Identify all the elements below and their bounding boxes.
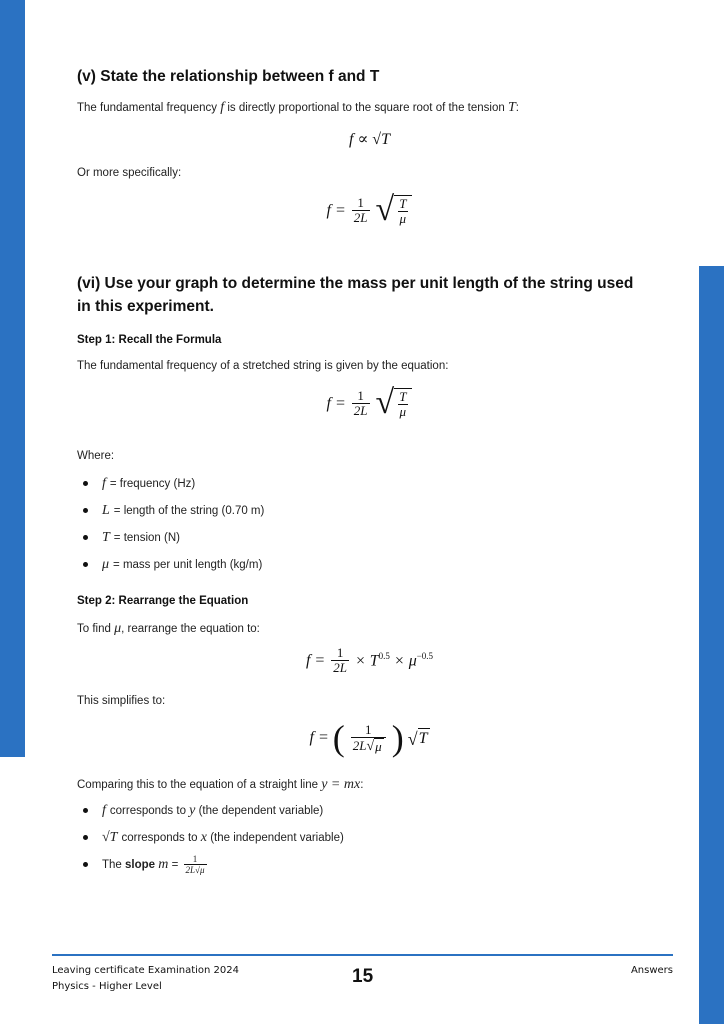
equation-simplified: f = ( 1 2L √ μ ) √ T	[309, 718, 428, 758]
right-accent-bar	[699, 266, 724, 1024]
footer-exam-title: Leaving certificate Examination 2024	[52, 965, 240, 976]
list-item: √T corresponds to x (the independent variable)	[77, 824, 344, 851]
equation-proportional: f ∝ √T	[349, 131, 390, 148]
list-item: The slope m = $\frac{1}{2L√\mu}$	[77, 851, 344, 878]
step1-heading: Step 1: Recall the Formula	[77, 334, 222, 346]
section-v-more-text: Or more specifically:	[77, 167, 182, 179]
equation-frequency-1: f = $\frac{1}{2L}$ √ $\frac{T}{\mu}$	[77, 195, 662, 226]
equation-frequency-2: f = $\frac{1}{2L}$ √ $\frac{T}{\mu}$	[77, 388, 662, 419]
list-item: μ = mass per unit length (kg/m)	[77, 551, 264, 578]
simplifies-text: This simplifies to:	[77, 695, 166, 707]
list-item: f = frequency (Hz)	[77, 470, 264, 497]
step2-text: To find μ, rearrange the equation to:	[77, 621, 260, 636]
mapping-list	[77, 797, 344, 878]
section-v-heading: (v) State the relationship between f and T	[77, 68, 380, 85]
list-item: T = tension (N)	[77, 524, 264, 551]
section-v-line1: The fundamental frequency f is directly proportional to the square root of the tension T:	[77, 100, 519, 115]
step2-heading: Step 2: Rearrange the Equation	[77, 595, 249, 607]
section-vi-heading: (vi) Use your graph to determine the mass per unit length of the string used in this experiment.	[77, 275, 634, 315]
equation-rearranged: f = $\frac{1}{2L}$ × $T^{0.5}$ × $\mu^{-0.5}$	[305, 645, 434, 675]
compare-text: Comparing this to the equation of a straight line y = mx:	[77, 777, 364, 792]
step1-text: The fundamental frequency of a stretched string is given by the equation:	[77, 360, 449, 372]
footer-divider	[52, 954, 673, 956]
list-item: L = length of the string (0.70 m)	[77, 497, 264, 524]
left-accent-bar	[0, 0, 25, 757]
where-label: Where:	[77, 450, 115, 462]
list-item: f corresponds to y (the dependent variable)	[77, 797, 344, 824]
page-number: 15	[352, 966, 374, 987]
footer-section-label: Answers	[630, 965, 673, 976]
footer-subject: Physics - Higher Level	[52, 981, 162, 992]
variable-list	[77, 470, 264, 578]
